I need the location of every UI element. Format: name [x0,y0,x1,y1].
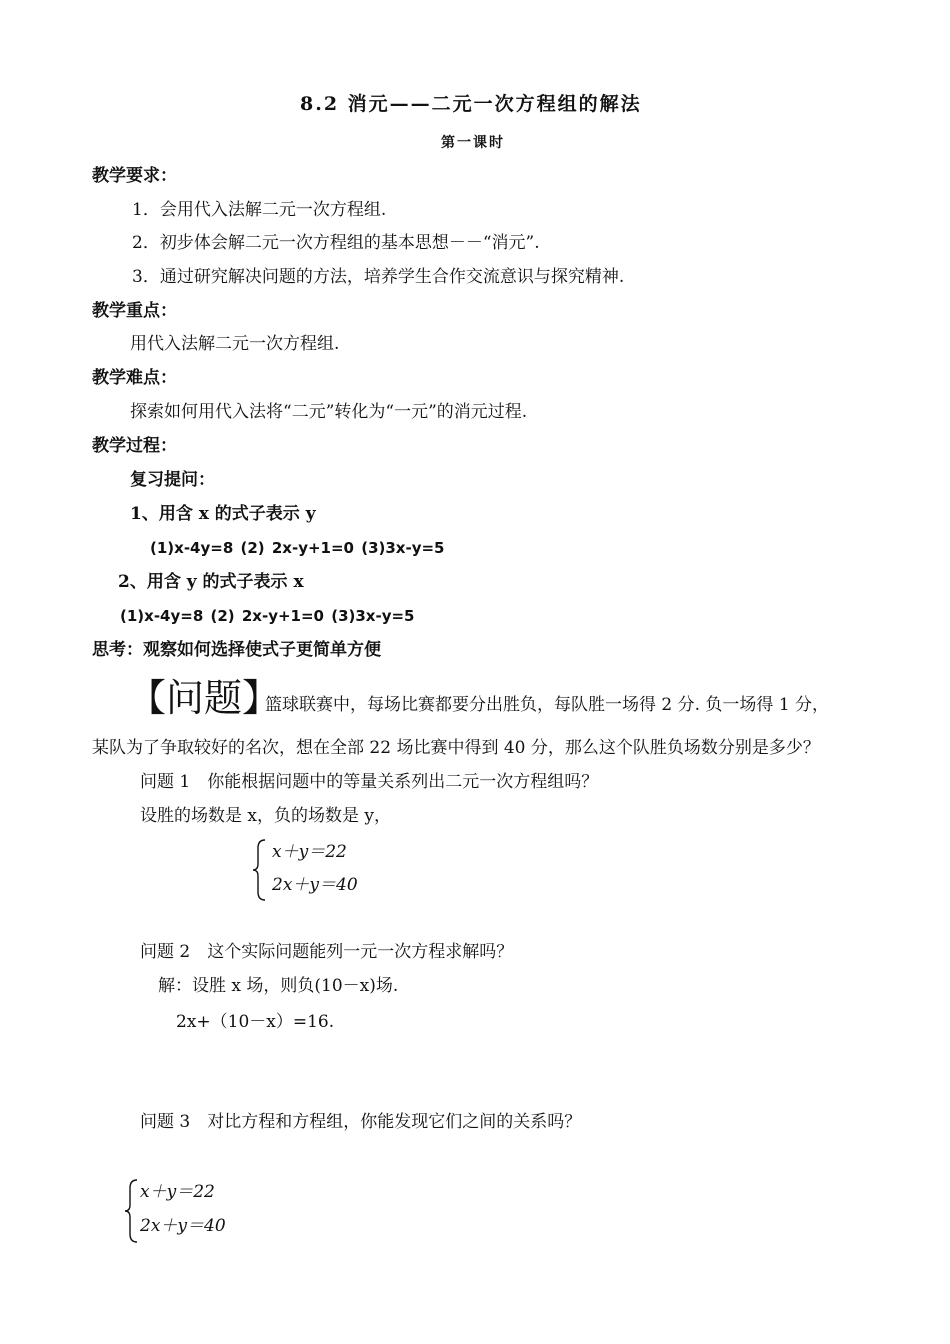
review-heading: 复习提问： [130,470,215,490]
requirements-heading: 教学要求： [92,166,177,186]
process-heading: 教学过程： [92,436,177,456]
page-title: 8.2 消元——二元一次方程组的解法 [300,93,642,115]
question-1-setup: 设胜的场数是 x，负的场数是 y， [140,806,391,826]
requirement-item: 2．初步体会解二元一次方程组的基本思想－－“消元”. [132,233,540,253]
system-brace-icon [252,838,268,902]
question-2-text: 问题 2 这个实际问题能列一元一次方程求解吗？ [140,942,514,962]
page-subtitle: 第一课时 [441,135,505,151]
system-brace-icon [124,1178,140,1244]
key-point-text: 用代入法解二元一次方程组. [130,334,340,354]
problem-text-line-1: 篮球联赛中，每场比赛都要分出胜负，每队胜一场得 2 分. 负一场得 1 分， [265,695,830,715]
question-1-text: 问题 1 你能根据问题中的等量关系列出二元一次方程组吗？ [140,772,599,792]
difficulty-text: 探索如何用代入法将“二元”转化为“一元”的消元过程. [130,402,528,422]
system-1-equation-1: x＋y＝22 [272,842,347,862]
requirement-item: 1．会用代入法解二元一次方程组. [132,200,387,220]
think-prompt: 思考：观察如何选择使式子更简单方便 [92,640,381,660]
question-3-text: 问题 3 对比方程和方程组，你能发现它们之间的关系吗？ [140,1112,582,1132]
difficulty-heading: 教学难点： [92,368,177,388]
key-point-heading: 教学重点： [92,301,177,321]
problem-text-line-2: 某队为了争取较好的名次，想在全部 22 场比赛中得到 40 分，那么这个队胜负场数分别是多少？ [92,738,820,758]
problem-label: 【问题】 [128,676,281,720]
system-2-equation-1: x＋y＝22 [140,1182,215,1202]
requirement-item: 3．通过研究解决问题的方法，培养学生合作交流意识与探究精神. [132,267,625,287]
review-equations-1: (1)x-4y=8 (2) 2x-y+1=0 (3)3x-y=5 [150,539,445,557]
system-2-equation-2: 2x＋y＝40 [140,1216,226,1236]
question-2-solution: 解：设胜 x 场，则负(10－x)场. [158,976,399,996]
review-equations-2: (1)x-4y=8 (2) 2x-y+1=0 (3)3x-y=5 [120,607,415,625]
review-question-1: 1、用含 x 的式子表示 y [130,504,316,524]
system-1-equation-2: 2x＋y＝40 [272,875,358,895]
review-question-2: 2、用含 y 的式子表示 x [118,572,304,592]
question-2-equation: 2x+（10－x）=16. [176,1012,335,1032]
